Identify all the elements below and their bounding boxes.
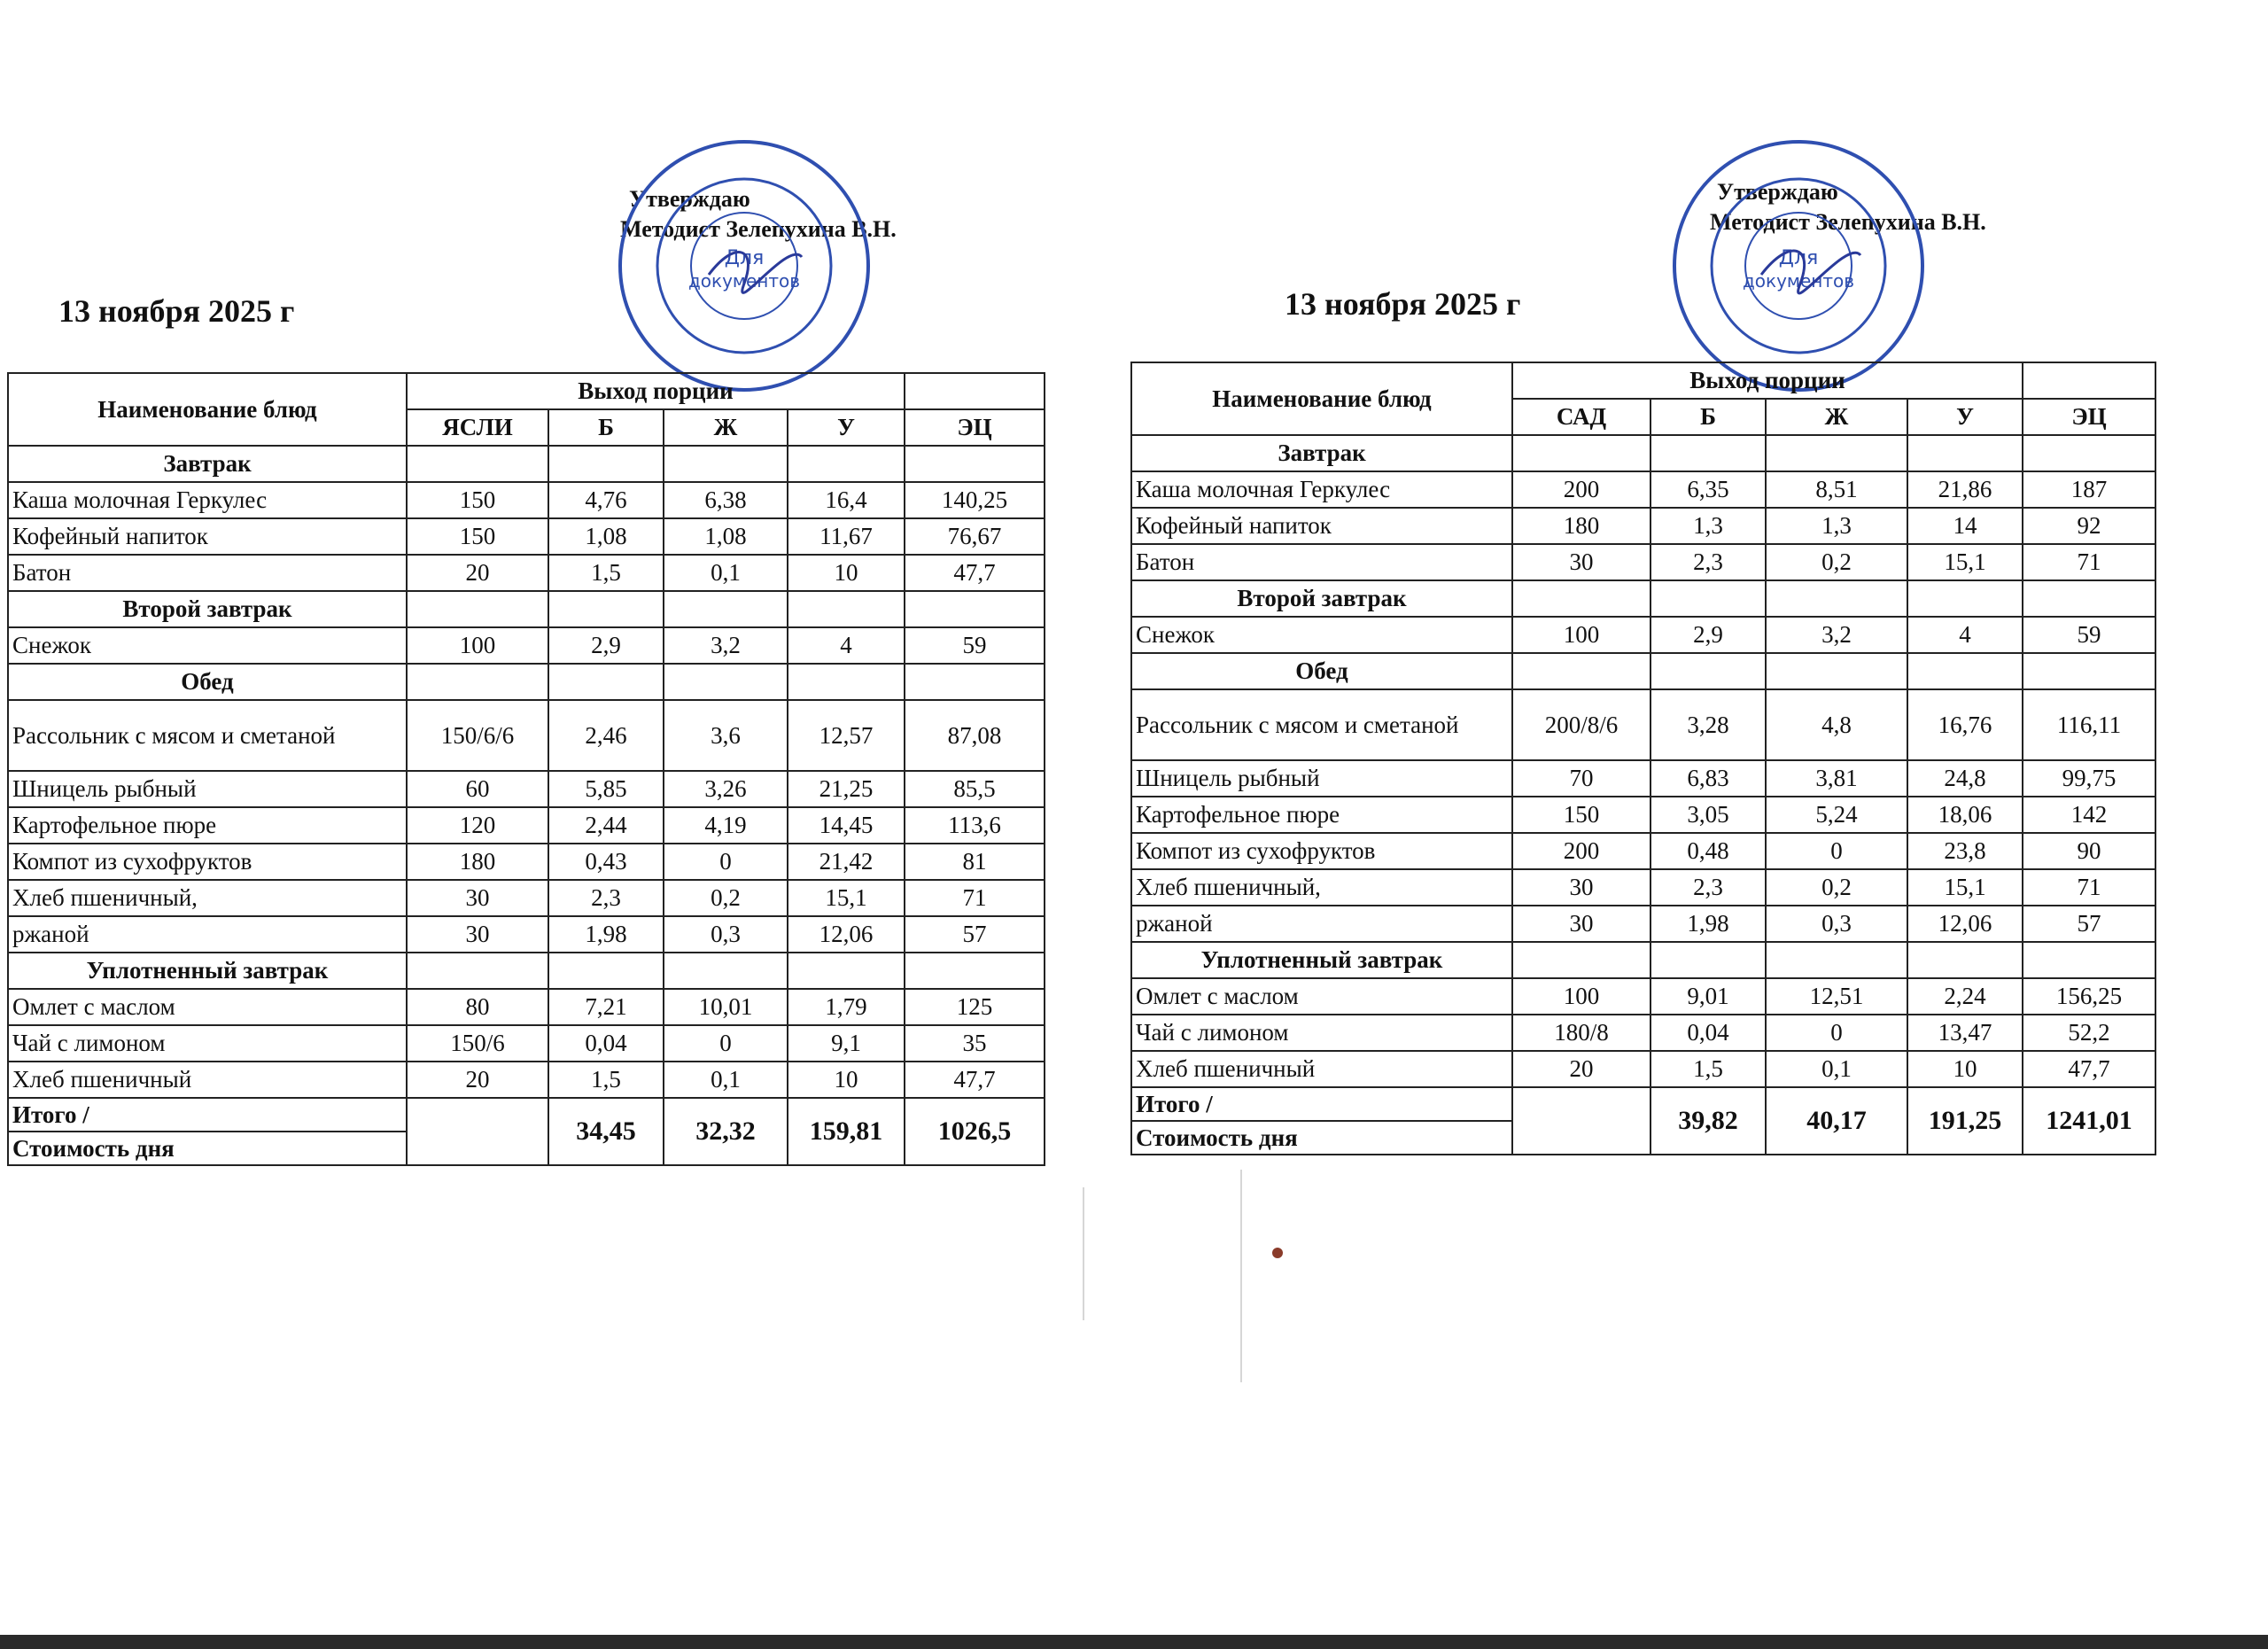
dish-name-cell: Компот из сухофруктов <box>1131 833 1512 869</box>
carbs-cell: 16,76 <box>1907 689 2023 760</box>
protein-cell: 0,04 <box>548 1025 664 1062</box>
fat-cell: 0,1 <box>1766 1051 1907 1087</box>
section-empty-cell <box>2023 942 2155 978</box>
scan-edge-bar <box>0 1635 2268 1649</box>
carbs-cell: 21,42 <box>788 844 905 880</box>
section-empty-cell <box>1512 942 1651 978</box>
protein-cell: 1,5 <box>548 1062 664 1098</box>
section-empty-cell <box>905 664 1045 700</box>
carbs-cell: 21,25 <box>788 771 905 807</box>
energy-cell: 85,5 <box>905 771 1045 807</box>
dish-name-cell: Чай с лимоном <box>1131 1015 1512 1051</box>
column-header-protein: Б <box>548 409 664 446</box>
table-row <box>1131 689 2155 760</box>
column-header-portion: ЯСЛИ <box>407 409 548 446</box>
table-row <box>8 518 1045 555</box>
table-row <box>8 482 1045 518</box>
day-cost-label: Стоимость дня <box>8 1132 407 1165</box>
dish-name-cell: Батон <box>8 555 407 591</box>
table-row <box>1131 760 2155 797</box>
carbs-cell: 14,45 <box>788 807 905 844</box>
total-carbs: 159,81 <box>788 1098 905 1165</box>
portion-cell: 150 <box>407 518 548 555</box>
table-row <box>8 771 1045 807</box>
section-empty-cell <box>548 591 664 627</box>
section-title: Уплотненный завтрак <box>1131 942 1512 978</box>
table-row <box>8 627 1045 664</box>
carbs-cell: 10 <box>788 1062 905 1098</box>
section-empty-cell <box>905 591 1045 627</box>
portion-cell: 150/6/6 <box>407 700 548 771</box>
section-title: Обед <box>1131 653 1512 689</box>
portion-cell: 30 <box>1512 906 1651 942</box>
energy-cell: 99,75 <box>2023 760 2155 797</box>
fat-cell: 0,3 <box>664 916 788 953</box>
fat-cell: 4,8 <box>1766 689 1907 760</box>
energy-cell: 71 <box>2023 544 2155 580</box>
protein-cell: 2,3 <box>548 880 664 916</box>
right-approval-line2: Методист Зелепухина В.Н. <box>1710 209 1986 235</box>
fat-cell: 4,19 <box>664 807 788 844</box>
carbs-cell: 23,8 <box>1907 833 2023 869</box>
carbs-cell: 12,06 <box>1907 906 2023 942</box>
section-empty-cell <box>2023 435 2155 471</box>
section-empty-cell <box>905 953 1045 989</box>
fat-cell: 0 <box>664 1025 788 1062</box>
carbs-cell: 14 <box>1907 508 2023 544</box>
total-fat: 40,17 <box>1766 1087 1907 1155</box>
section-empty-cell <box>1766 580 1907 617</box>
scan-artifact-dot <box>1272 1248 1283 1258</box>
total-fat: 32,32 <box>664 1098 788 1165</box>
carbs-cell: 12,06 <box>788 916 905 953</box>
section-empty-cell <box>1512 435 1651 471</box>
portion-cell: 100 <box>407 627 548 664</box>
energy-cell: 156,25 <box>2023 978 2155 1015</box>
table-row <box>1131 797 2155 833</box>
dish-name-cell: Рассольник с мясом и сметаной <box>8 700 407 771</box>
table-row <box>1131 544 2155 580</box>
section-empty-cell <box>1651 580 1766 617</box>
protein-cell: 4,76 <box>548 482 664 518</box>
portion-cell: 180/8 <box>1512 1015 1651 1051</box>
carbs-cell: 1,79 <box>788 989 905 1025</box>
section-empty-cell <box>548 664 664 700</box>
total-protein: 39,82 <box>1651 1087 1766 1155</box>
right-seal-text1: Для <box>1778 247 1819 269</box>
protein-cell: 5,85 <box>548 771 664 807</box>
column-header-carbs: У <box>788 409 905 446</box>
section-empty-cell <box>407 664 548 700</box>
column-header-protein: Б <box>1651 399 1766 435</box>
total-energy: 1241,01 <box>2023 1087 2155 1155</box>
carbs-cell: 11,67 <box>788 518 905 555</box>
right-seal-text2: документов <box>1742 270 1855 292</box>
table-row <box>8 1025 1045 1062</box>
right-date-title: 13 ноября 2025 г <box>1285 286 1521 322</box>
portion-cell: 100 <box>1512 978 1651 1015</box>
section-empty-cell <box>788 664 905 700</box>
section-row <box>1131 435 2155 471</box>
right-menu-table <box>1130 362 2156 1155</box>
dish-name-cell: Снежок <box>1131 617 1512 653</box>
table-row <box>1131 1015 2155 1051</box>
table-row <box>1131 617 2155 653</box>
section-empty-cell <box>2023 653 2155 689</box>
total-protein: 34,45 <box>548 1098 664 1165</box>
portion-cell: 30 <box>407 880 548 916</box>
section-title: Завтрак <box>1131 435 1512 471</box>
protein-cell: 2,3 <box>1651 544 1766 580</box>
section-empty-cell <box>1907 580 2023 617</box>
energy-cell: 92 <box>2023 508 2155 544</box>
table-row <box>8 555 1045 591</box>
section-row <box>1131 580 2155 617</box>
fat-cell: 0,1 <box>664 1062 788 1098</box>
dish-name-cell: Хлеб пшеничный, <box>8 880 407 916</box>
column-header-energy: ЭЦ <box>2023 399 2155 435</box>
portion-cell: 30 <box>407 916 548 953</box>
protein-cell: 0,48 <box>1651 833 1766 869</box>
left-menu-table <box>7 372 1045 1166</box>
carbs-cell: 10 <box>788 555 905 591</box>
carbs-cell: 15,1 <box>1907 869 2023 906</box>
energy-cell: 87,08 <box>905 700 1045 771</box>
section-empty-cell <box>1907 435 2023 471</box>
portion-cell: 150 <box>407 482 548 518</box>
total-energy: 1026,5 <box>905 1098 1045 1165</box>
section-empty-cell <box>1512 580 1651 617</box>
energy-cell: 187 <box>2023 471 2155 508</box>
section-empty-cell <box>1907 942 2023 978</box>
portion-cell: 100 <box>1512 617 1651 653</box>
table-row <box>1131 906 2155 942</box>
section-empty-cell <box>1651 942 1766 978</box>
section-row <box>1131 653 2155 689</box>
section-empty-cell <box>664 591 788 627</box>
section-empty-cell <box>1907 653 2023 689</box>
table-row <box>8 700 1045 771</box>
portion-cell: 20 <box>407 1062 548 1098</box>
energy-cell: 71 <box>905 880 1045 916</box>
protein-cell: 7,21 <box>548 989 664 1025</box>
energy-cell: 59 <box>2023 617 2155 653</box>
section-row <box>8 591 1045 627</box>
energy-cell: 59 <box>905 627 1045 664</box>
protein-cell: 2,3 <box>1651 869 1766 906</box>
energy-cell: 125 <box>905 989 1045 1025</box>
day-cost-label: Стоимость дня <box>1131 1121 1512 1155</box>
header-row <box>1131 362 2155 399</box>
protein-cell: 2,9 <box>548 627 664 664</box>
fat-cell: 1,3 <box>1766 508 1907 544</box>
fat-cell: 3,2 <box>664 627 788 664</box>
fat-cell: 0,1 <box>664 555 788 591</box>
energy-cell: 35 <box>905 1025 1045 1062</box>
portion-cell: 30 <box>1512 544 1651 580</box>
section-title: Уплотненный завтрак <box>8 953 407 989</box>
section-empty-cell <box>1651 435 1766 471</box>
energy-cell: 57 <box>2023 906 2155 942</box>
table-row <box>8 880 1045 916</box>
column-header-dish-name: Наименование блюд <box>8 373 407 446</box>
fat-cell: 6,38 <box>664 482 788 518</box>
energy-cell: 47,7 <box>905 555 1045 591</box>
protein-cell: 6,35 <box>1651 471 1766 508</box>
total-empty-cell <box>1512 1087 1651 1155</box>
table-row <box>1131 869 2155 906</box>
protein-cell: 1,08 <box>548 518 664 555</box>
carbs-cell: 4 <box>1907 617 2023 653</box>
dish-name-cell: Рассольник с мясом и сметаной <box>1131 689 1512 760</box>
section-empty-cell <box>664 664 788 700</box>
dish-name-cell: Кофейный напиток <box>8 518 407 555</box>
dish-name-cell: Шницель рыбный <box>1131 760 1512 797</box>
dish-name-cell: Омлет с маслом <box>1131 978 1512 1015</box>
fat-cell: 5,24 <box>1766 797 1907 833</box>
dish-name-cell: ржаной <box>1131 906 1512 942</box>
dish-name-cell: Картофельное пюре <box>8 807 407 844</box>
total-row <box>1131 1087 2155 1121</box>
dish-name-cell: Каша молочная Геркулес <box>1131 471 1512 508</box>
energy-cell: 47,7 <box>905 1062 1045 1098</box>
portion-cell: 150 <box>1512 797 1651 833</box>
portion-cell: 200 <box>1512 471 1651 508</box>
energy-cell: 90 <box>2023 833 2155 869</box>
left-seal-text1: Для <box>724 247 765 269</box>
dish-name-cell: Чай с лимоном <box>8 1025 407 1062</box>
portion-cell: 200 <box>1512 833 1651 869</box>
protein-cell: 1,98 <box>1651 906 1766 942</box>
protein-cell: 2,44 <box>548 807 664 844</box>
protein-cell: 1,98 <box>548 916 664 953</box>
left-approval-line1: Утверждаю <box>629 186 750 212</box>
table-row <box>1131 833 2155 869</box>
fat-cell: 0 <box>1766 833 1907 869</box>
column-header-portion-group: Выход порции <box>1512 362 2023 399</box>
protein-cell: 2,46 <box>548 700 664 771</box>
dish-name-cell: Снежок <box>8 627 407 664</box>
dish-name-cell: Хлеб пшеничный <box>1131 1051 1512 1087</box>
protein-cell: 1,5 <box>548 555 664 591</box>
right-seal-stamp <box>1666 133 1931 399</box>
carbs-cell: 15,1 <box>788 880 905 916</box>
dish-name-cell: Компот из сухофруктов <box>8 844 407 880</box>
section-empty-cell <box>664 446 788 482</box>
scan-artifact-line <box>1240 1170 1242 1382</box>
section-title: Завтрак <box>8 446 407 482</box>
energy-cell: 140,25 <box>905 482 1045 518</box>
portion-cell: 200/8/6 <box>1512 689 1651 760</box>
energy-cell: 76,67 <box>905 518 1045 555</box>
energy-cell: 52,2 <box>2023 1015 2155 1051</box>
section-empty-cell <box>1766 942 1907 978</box>
portion-cell: 80 <box>407 989 548 1025</box>
carbs-cell: 2,24 <box>1907 978 2023 1015</box>
total-empty-cell <box>407 1098 548 1165</box>
protein-cell: 1,3 <box>1651 508 1766 544</box>
section-title: Второй завтрак <box>1131 580 1512 617</box>
portion-cell: 20 <box>407 555 548 591</box>
header-row <box>8 373 1045 409</box>
table-row <box>8 844 1045 880</box>
section-empty-cell <box>905 446 1045 482</box>
section-title: Обед <box>8 664 407 700</box>
section-empty-cell <box>548 446 664 482</box>
carbs-cell: 16,4 <box>788 482 905 518</box>
column-header-portion: САД <box>1512 399 1651 435</box>
carbs-cell: 4 <box>788 627 905 664</box>
dish-name-cell: Омлет с маслом <box>8 989 407 1025</box>
carbs-cell: 12,57 <box>788 700 905 771</box>
portion-cell: 20 <box>1512 1051 1651 1087</box>
dish-name-cell: Каша молочная Геркулес <box>8 482 407 518</box>
section-row <box>8 953 1045 989</box>
left-date-title: 13 ноября 2025 г <box>58 293 295 329</box>
dish-name-cell: Хлеб пшеничный <box>8 1062 407 1098</box>
protein-cell: 1,5 <box>1651 1051 1766 1087</box>
protein-cell: 9,01 <box>1651 978 1766 1015</box>
carbs-cell: 18,06 <box>1907 797 2023 833</box>
energy-cell: 113,6 <box>905 807 1045 844</box>
carbs-cell: 24,8 <box>1907 760 2023 797</box>
portion-cell: 180 <box>407 844 548 880</box>
header-empty-cell <box>905 373 1045 409</box>
fat-cell: 3,2 <box>1766 617 1907 653</box>
section-empty-cell <box>788 953 905 989</box>
table-row <box>8 916 1045 953</box>
carbs-cell: 15,1 <box>1907 544 2023 580</box>
carbs-cell: 10 <box>1907 1051 2023 1087</box>
left-seal-stamp <box>611 133 877 399</box>
energy-cell: 71 <box>2023 869 2155 906</box>
dish-name-cell: Шницель рыбный <box>8 771 407 807</box>
protein-cell: 0,43 <box>548 844 664 880</box>
dish-name-cell: Картофельное пюре <box>1131 797 1512 833</box>
right-approval-line1: Утверждаю <box>1717 179 1838 205</box>
protein-cell: 6,83 <box>1651 760 1766 797</box>
energy-cell: 142 <box>2023 797 2155 833</box>
column-header-fat: Ж <box>664 409 788 446</box>
section-empty-cell <box>664 953 788 989</box>
table-row <box>1131 508 2155 544</box>
total-label: Итого / <box>8 1098 407 1132</box>
column-header-energy: ЭЦ <box>905 409 1045 446</box>
section-row <box>1131 942 2155 978</box>
table-row <box>1131 1051 2155 1087</box>
dish-name-cell: Хлеб пшеничный, <box>1131 869 1512 906</box>
table-row <box>8 807 1045 844</box>
energy-cell: 57 <box>905 916 1045 953</box>
fat-cell: 3,81 <box>1766 760 1907 797</box>
section-empty-cell <box>407 953 548 989</box>
section-row <box>8 664 1045 700</box>
energy-cell: 47,7 <box>2023 1051 2155 1087</box>
table-row <box>1131 471 2155 508</box>
protein-cell: 3,28 <box>1651 689 1766 760</box>
section-empty-cell <box>407 591 548 627</box>
fat-cell: 0 <box>1766 1015 1907 1051</box>
column-header-portion-group: Выход порции <box>407 373 905 409</box>
total-carbs: 191,25 <box>1907 1087 2023 1155</box>
section-row <box>8 446 1045 482</box>
table-row <box>1131 978 2155 1015</box>
portion-cell: 30 <box>1512 869 1651 906</box>
section-empty-cell <box>1651 653 1766 689</box>
portion-cell: 60 <box>407 771 548 807</box>
protein-cell: 2,9 <box>1651 617 1766 653</box>
fat-cell: 0,2 <box>664 880 788 916</box>
column-header-dish-name: Наименование блюд <box>1131 362 1512 435</box>
fat-cell: 0,2 <box>1766 544 1907 580</box>
section-empty-cell <box>1512 653 1651 689</box>
dish-name-cell: ржаной <box>8 916 407 953</box>
carbs-cell: 13,47 <box>1907 1015 2023 1051</box>
fat-cell: 0 <box>664 844 788 880</box>
section-title: Второй завтрак <box>8 591 407 627</box>
carbs-cell: 21,86 <box>1907 471 2023 508</box>
fat-cell: 1,08 <box>664 518 788 555</box>
portion-cell: 180 <box>1512 508 1651 544</box>
fat-cell: 12,51 <box>1766 978 1907 1015</box>
scan-artifact-line <box>1083 1187 1084 1320</box>
section-empty-cell <box>548 953 664 989</box>
carbs-cell: 9,1 <box>788 1025 905 1062</box>
section-empty-cell <box>1766 653 1907 689</box>
total-row <box>8 1098 1045 1132</box>
fat-cell: 10,01 <box>664 989 788 1025</box>
protein-cell: 0,04 <box>1651 1015 1766 1051</box>
section-empty-cell <box>1766 435 1907 471</box>
portion-cell: 150/6 <box>407 1025 548 1062</box>
fat-cell: 8,51 <box>1766 471 1907 508</box>
fat-cell: 0,3 <box>1766 906 1907 942</box>
column-header-fat: Ж <box>1766 399 1907 435</box>
portion-cell: 120 <box>407 807 548 844</box>
column-header-carbs: У <box>1907 399 2023 435</box>
fat-cell: 3,6 <box>664 700 788 771</box>
section-empty-cell <box>2023 580 2155 617</box>
header-empty-cell <box>2023 362 2155 399</box>
table-row <box>8 989 1045 1025</box>
fat-cell: 3,26 <box>664 771 788 807</box>
table-row <box>8 1062 1045 1098</box>
dish-name-cell: Батон <box>1131 544 1512 580</box>
fat-cell: 0,2 <box>1766 869 1907 906</box>
protein-cell: 3,05 <box>1651 797 1766 833</box>
section-empty-cell <box>407 446 548 482</box>
portion-cell: 70 <box>1512 760 1651 797</box>
section-empty-cell <box>788 446 905 482</box>
energy-cell: 81 <box>905 844 1045 880</box>
left-seal-text2: документов <box>687 270 801 292</box>
energy-cell: 116,11 <box>2023 689 2155 760</box>
dish-name-cell: Кофейный напиток <box>1131 508 1512 544</box>
total-label: Итого / <box>1131 1087 1512 1121</box>
left-approval-line2: Методист Зелепухина В.Н. <box>620 216 897 242</box>
section-empty-cell <box>788 591 905 627</box>
